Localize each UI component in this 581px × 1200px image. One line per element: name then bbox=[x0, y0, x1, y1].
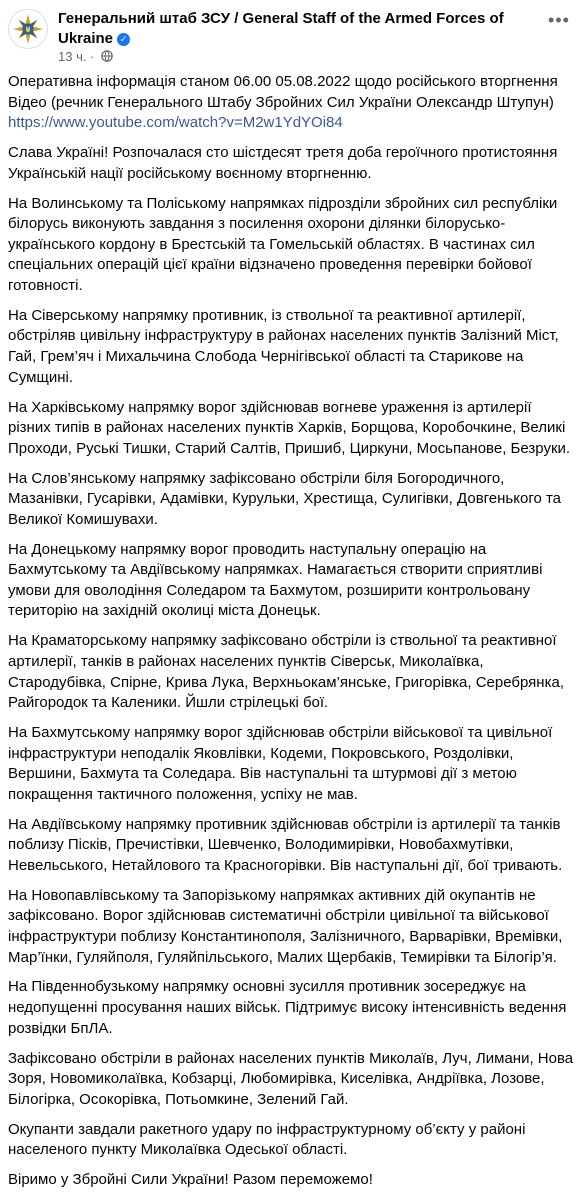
post-paragraph-5: На Слов’янському напрямку зафіксовано обстріли біля Богородичного, Мазанівки, Гусарівки, Адамівки, Курульки, Хрестища, Сулигівки, Довгенького та Великої Комишувахи. bbox=[8, 469, 562, 528]
youtube-link[interactable]: https://www.youtube.com/watch?v=M2w1YdYOi84 bbox=[8, 114, 343, 132]
post-paragraph-10: На Новопавлівському та Запорізькому напрямках активних дій окупантів не зафіксовано. Ворог здійснював систематичні обстріли цивільної та військової інфраструктури поблизу Константинополя, Залізничного, Варварівки, Времівки, Мар’їнки, Гуляйполя, Гуляйпільського, Малих Щербаків, Темирівки та Білогір’я. bbox=[8, 886, 563, 966]
post-paragraph-8: На Бахмутському напрямку ворог здійснював обстріли військової та цивільної інфраструктури неподалік Яковлівки, Кодеми, Покровського, Роздолівки, Вершини, Бахмута та Соледара. Вів наступальні та штурмові дії з метою покращення тактичного положення, успіху не мав. bbox=[8, 724, 553, 803]
post-paragraph-13: Окупанти завдали ракетного удару по інфраструктурному об’єкту у районі населеного пункту Миколаївка Одеської області. bbox=[8, 1120, 526, 1159]
post-paragraph-7: На Краматорському напрямку зафіксовано обстріли із ствольної та реактивної артилерії, танків в районах населених пунктів Сіверськ, Миколаївка, Стародубівка, Спірне, Крива Лука, Верхньокам’янське, Григорівка, Серебрянка, Райгородок та Каленики. Йшли стрілецькі бої. bbox=[8, 632, 564, 712]
post-meta bbox=[58, 49, 113, 66]
post-paragraph-14: Віримо у Збройні Сили України! Разом переможемо! bbox=[8, 1171, 373, 1189]
post-body bbox=[8, 72, 574, 1200]
post-paragraph-9: На Авдіївському напрямку противник здійснював обстріли із артилерії та танків поблизу Пісків, Пречистівки, Шевченко, Володимирівки, Новобахмутівки, Невельського, Нетайлового та Красногорівки. Вів наступальні дії, бої тривають. bbox=[8, 815, 563, 874]
post-paragraph-1: Слава Україні! Розпочалася сто шістдесят третя доба героїчного протистояння Українській нації російському воєнному вторгненню. bbox=[8, 144, 558, 182]
page-name-text[interactable]: Генеральний штаб ЗСУ / General Staff of the Armed Forces of Ukraine bbox=[58, 10, 504, 47]
meta-separator: · bbox=[90, 49, 99, 64]
post-paragraph-12: Зафіксовано обстріли в районах населених пунктів Миколаїв, Луч, Лимани, Нова Зоря, Новомиколаївка, Кобзарці, Любомирівка, Киселівка, Андріївка, Лозове, Білогірка, Осокорівка, Потьомкине, Зелений Гай. bbox=[8, 1049, 574, 1108]
globe-icon[interactable] bbox=[101, 50, 113, 66]
verified-badge-icon: ✓ bbox=[117, 33, 130, 46]
post-paragraph-11: На Південнобузькому напрямку основні зусилля противник зосереджує на недопущенні просування наших військ. Підтримує високу інтенсивність ведення розвідки БпЛА. bbox=[8, 978, 567, 1037]
page-avatar[interactable] bbox=[8, 9, 48, 49]
post-header bbox=[8, 4, 573, 68]
post-paragraph-3: На Сіверському напрямку противник, із ствольної та реактивної артилерії, обстріляв цивільну інфраструктуру в районах населених пунктів Залізний Міст, Гай, Грем’яч і Михальчина Слобода Чернігівської області та Старикове на Сумщині. bbox=[8, 306, 559, 386]
more-horizontal-icon: ••• bbox=[548, 10, 570, 30]
emblem-icon bbox=[9, 10, 47, 48]
post-intro: Оперативна інформація станом 06.00 05.08.2022 щодо російського вторгнення Відео (речник Генерального Штабу Збройних Сил України Олександр Штупун) bbox=[8, 73, 558, 111]
post-timestamp[interactable]: 13 ч. bbox=[58, 49, 87, 64]
page-name[interactable] bbox=[58, 9, 518, 49]
post-paragraph-6: На Донецькому напрямку ворог проводить наступальну операцію на Бахмутському та Авдіївському напрямках. Намагається створити сприятливі умови для оволодіння Соледаром та Бахмутом, розширити контрольовану територію на західній околиці міста Донецьк. bbox=[8, 540, 543, 620]
post-intro-paragraph bbox=[8, 72, 574, 134]
post-paragraph-2: На Волинському та Поліському напрямках підрозділи збройних сил республіки білорусь виконують завдання з посилення охорони ділянки білорусько-українського кордону в Брестській та Гомельській областях. В частинах сил спеціальних операцій цієї країни відзначено проведення перевірки бойової готовності. bbox=[8, 194, 558, 294]
more-options-button[interactable] bbox=[547, 10, 571, 30]
post-paragraph-4: На Харківському напрямку ворог здійснював вогневе ураження із артилерії різних типів в районах населених пунктів Харків, Борщова, Коробочкине, Великі Проходи, Руські Тишки, Старий Салтів, Пришиб, Циркуни, Мосьпанове, Безруки. bbox=[8, 398, 571, 457]
